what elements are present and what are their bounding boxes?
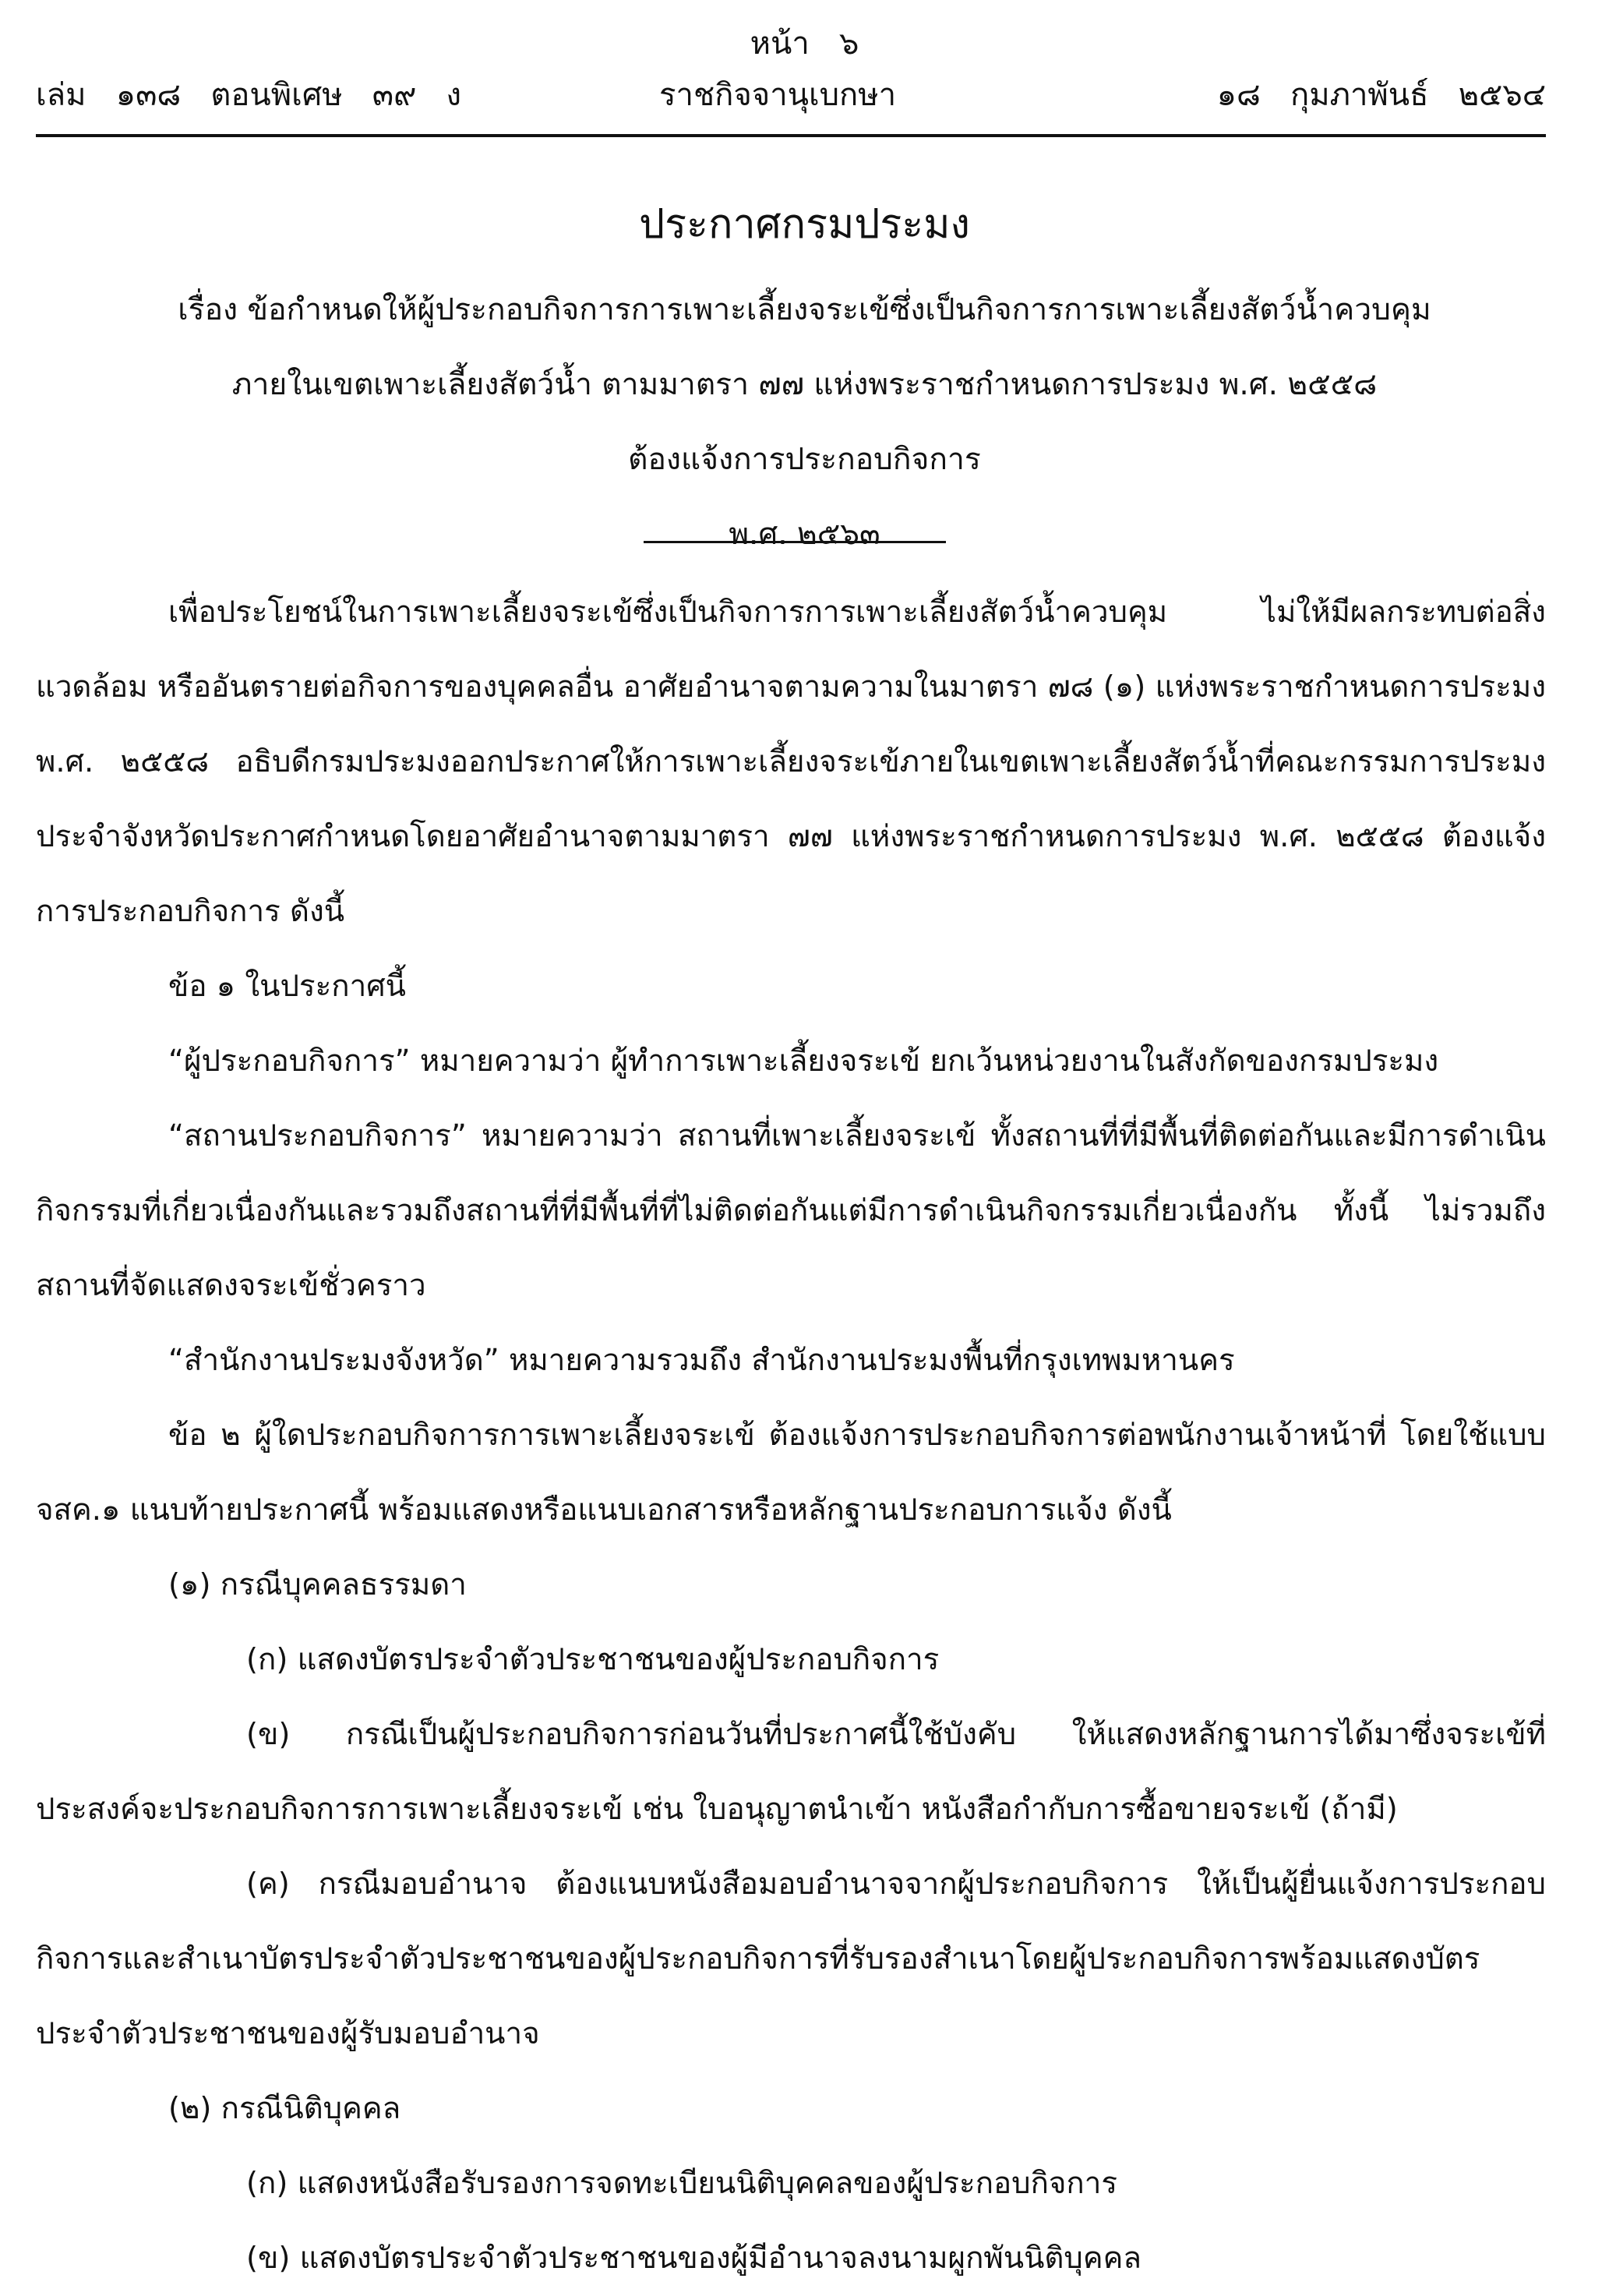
clause-1-heading: ข้อ ๑ ในประกาศนี้ [168, 969, 406, 1004]
clause-2-paragraph: ข้อ ๒ ผู้ใดประกอบกิจการการเพาะเลี้ยงจระเข้ ต้องแจ้งการประกอบกิจการต่อพนักงานเจ้าหน้าที่ โดยใช้แบบ จสค.๑ แนบท้ายประกาศนี้ พร้อมแสดงหรือแนบเอกสารหรือหลักฐานประกอบการแจ้ง ดังนี้ [36, 1418, 1546, 1528]
document-title: ประกาศกรมประมง [639, 201, 970, 248]
subject-line: ภายในเขตเพาะเลี้ยงสัตว์น้ำ ตามมาตรา ๗๗ แห่งพระราชกำหนดการประมง พ.ศ. ๒๕๕๘ [231, 367, 1378, 402]
item-natural-person-b: (ข) กรณีเป็นผู้ประกอบกิจการก่อนวันที่ประกาศนี้ใช้บังคับ ให้แสดงหลักฐานการได้มาซึ่งจระเข้ที่ประสงค์จะประกอบกิจการการเพาะเลี้ยงจระเข้ เช่น ใบอนุญาตนำเข้า หนังสือกำกับการซื้อขายจระเข้ (ถ้ามี) [36, 1717, 1546, 1827]
case-natural-person: (๑) กรณีบุคคลธรรมดา [168, 1567, 467, 1602]
subject-line: เรื่อง ข้อกำหนดให้ผู้ประกอบกิจการการเพาะเลี้ยงจระเข้ซึ่งเป็นกิจการการเพาะเลี้ยงสัตว์น้ำควบคุม [178, 292, 1431, 327]
item-natural-person-c: (ค) กรณีมอบอำนาจ ต้องแนบหนังสือมอบอำนาจจากผู้ประกอบกิจการ ให้เป็นผู้ยื่นแจ้งการประกอบกิจการและสำเนาบัตรประจำตัวประชาชนของผู้ประกอบกิจการที่รับรองสำเนาโดยผู้ประกอบกิจการพร้อมแสดงบัตรประจำตัวประชาชนของผู้รับมอบอำนาจ [36, 1867, 1546, 2051]
document-body [36, 575, 1546, 2296]
item-juristic-person-a: (ก) แสดงหนังสือรับรองการจดทะเบียนนิติบุคคลของผู้ประกอบกิจการ [246, 2166, 1118, 2201]
preamble-paragraph: เพื่อประโยชน์ในการเพาะเลี้ยงจระเข้ซึ่งเป็นกิจการการเพาะเลี้ยงสัตว์น้ำควบคุม ไม่ให้มีผลกระทบต่อสิ่งแวดล้อม หรืออันตรายต่อกิจการของบุคคลอื่น อาศัยอำนาจตามความในมาตรา ๗๘ (๑) แห่งพระราชกำหนดการประมง พ.ศ. ๒๕๕๘ อธิบดีกรมประมงออกประกาศให้การเพาะเลี้ยงจระเข้ภายในเขตเพาะเลี้ยงสัตว์น้ำที่คณะกรรมการประมงประจำจังหวัดประกาศกำหนดโดยอาศัยอำนาจตามมาตรา ๗๗ แห่งพระราชกำหนดการประมง พ.ศ. ๒๕๕๘ ต้องแจ้งการประกอบกิจการ ดังนี้ [36, 595, 1546, 929]
gazette-name: ราชกิจจานุเบกษา [659, 77, 897, 113]
subject-year: พ.ศ. ๒๕๖๓ [729, 517, 880, 552]
page-number: หน้า ๖ [750, 26, 859, 62]
gazette-header [36, 72, 1546, 118]
header-divider [36, 134, 1546, 137]
definition-operator: “ผู้ประกอบกิจการ” หมายความว่า ผู้ทำการเพาะเลี้ยงจระเข้ ยกเว้นหน่วยงานในสังกัดของกรมประมง [168, 1044, 1439, 1079]
volume-issue: เล่ม ๑๓๘ ตอนพิเศษ ๓๙ ง [36, 77, 462, 113]
item-natural-person-a: (ก) แสดงบัตรประจำตัวประชาชนของผู้ประกอบกิจการ [246, 1642, 940, 1677]
item-juristic-person-b: (ข) แสดงบัตรประจำตัวประชาชนของผู้มีอำนาจลงนามผูกพันนิติบุคคล [246, 2241, 1141, 2276]
document-subject [47, 273, 1562, 572]
title-divider [644, 541, 946, 543]
definition-establishment: “สถานประกอบกิจการ” หมายความว่า สถานที่เพาะเลี้ยงจระเข้ ทั้งสถานที่ที่มีพื้นที่ติดต่อกันและมีการดำเนินกิจกรรมที่เกี่ยวเนื่องกันและรวมถึงสถานที่ที่มีพื้นที่ที่ไม่ติดต่อกันแต่มีการดำเนินกิจกรรมเกี่ยวเนื่องกัน ทั้งนี้ ไม่รวมถึงสถานที่จัดแสดงจระเข้ชั่วคราว [36, 1118, 1546, 1303]
definition-provincial-office: “สำนักงานประมงจังหวัด” หมายความรวมถึง สำนักงานประมงพื้นที่กรุงเทพมหานคร [168, 1343, 1235, 1378]
case-juristic-person: (๒) กรณีนิติบุคคล [168, 2091, 401, 2126]
publication-date: ๑๘ กุมภาพันธ์ ๒๕๖๔ [1216, 77, 1546, 113]
subject-line: ต้องแจ้งการประกอบกิจการ [628, 442, 981, 477]
